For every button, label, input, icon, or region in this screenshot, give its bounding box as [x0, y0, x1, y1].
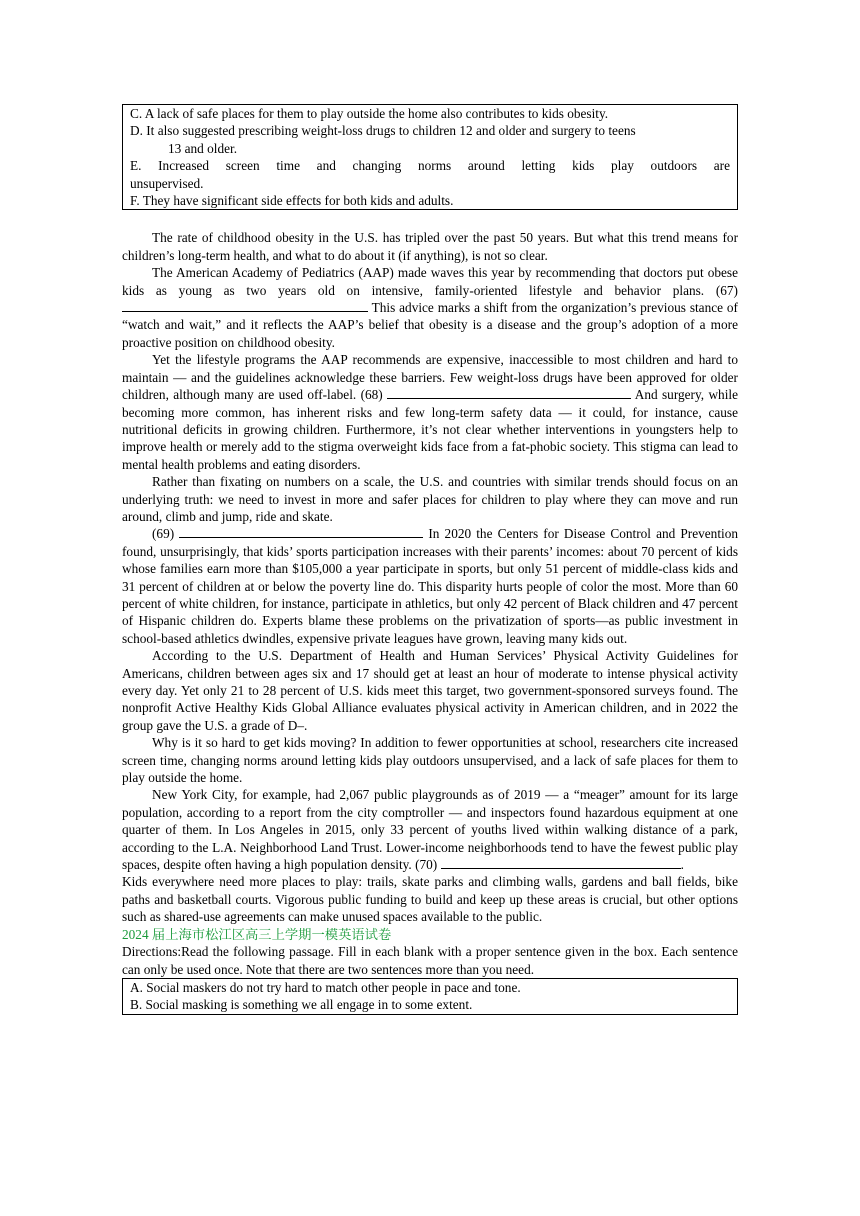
paragraph-7: Why is it so hard to get kids moving? In addition to fewer opportunities at school, researchers cite increased screen time, changing norms around letting kids play outdoors unsupervised, and a lack of safe places for them to play outside the home. [122, 735, 738, 786]
directions: Directions:Read the following passage. Fill in each blank with a proper sentence given in the box. Each sentence can only be used once. Note that there are two sentences more than you need. [122, 944, 738, 977]
options-box [122, 104, 738, 210]
paragraph-2 [122, 264, 738, 351]
paragraph-8 [122, 786, 738, 873]
paragraph-5-end: In 2020 the Centers for Disease Control and Prevention found, unsurprisingly, that kids’ sports participation increases with their parents’ incomes: about 70 percent of kids whose families earn more than $105,000 a year participate in sports, but only 51 percent of middle-class kids and 31 percent of children at or below the poverty line do. This disparity hurts people of color the most. More than 60 percent of white children, for instance, participate in athletics, but only 42 percent of Black children and 47 percent of Hispanic children do. Experts blame these problems on the privatization of sports—as public investment in school-based athletics dwindles, expensive private leagues have grown, leaving many kids out. [122, 526, 738, 646]
blank-69[interactable] [179, 525, 423, 538]
option-e-line1: E. Increased screen time and changing norms around letting kids play outdoors are [130, 158, 730, 174]
paragraph-2-start: The American Academy of Pediatrics (AAP) made waves this year by recommending that doctors put obese kids as young as two years old on intensive, family-oriented lifestyle and behavior plans. (67) [122, 265, 738, 298]
paragraph-3-start: Yet the lifestyle programs the AAP recommends are expensive, inaccessible to most children and hard to maintain — and the guidelines acknowledge these barriers. Few weight-loss drugs have been approved for older children, although many are used off-label. (68) [122, 352, 738, 403]
next-section-heading: 2024 届上海市松江区高三上学期一模英语试卷 [122, 926, 392, 942]
blank-68[interactable] [387, 386, 631, 399]
option-c: C. A lack of safe places for them to play outside the home also contributes to kids obesity. [130, 106, 609, 121]
document-page [122, 104, 738, 1015]
next-options-box [122, 978, 738, 1015]
paragraph-3-end: And surgery, while becoming more common, has inherent risks and few long-term safety data — it could, for instance, cause nutritional deficits in growing children. Furthermore, it’s not clear whether interventions in youngsters help to improve health or merely add to the stigma overweight kids face from a fat-phobic society. This stigma can lead to mental health problems and eating disorders. [122, 387, 738, 472]
paragraph-3 [122, 351, 738, 473]
option-d-line1: D. It also suggested prescribing weight-loss drugs to children 12 and older and surgery to teens [130, 123, 636, 139]
option-e-line2: unsupervised. [130, 175, 204, 191]
paragraph-4: Rather than fixating on numbers on a scale, the U.S. and countries with similar trends should focus on an underlying truth: we need to invest in more and safer places for children to play where they can move and run around, climb and jump, ride and skate. [122, 474, 738, 524]
paragraph-6: According to the U.S. Department of Health and Human Services’ Physical Activity Guidelines for Americans, children between ages six and 17 should get at least an hour of moderate to intense physical activity every day. Yet only 21 to 28 percent of U.S. kids meet this target, two government-sponsored surveys found. The nonprofit Active Healthy Kids Global Alliance evaluates physical activity in American children, and in 2022 the group gave the U.S. a grade of D–. [122, 648, 738, 733]
paragraph-8-end: . [680, 857, 684, 873]
paragraph-1: The rate of childhood obesity in the U.S. has tripled over the past 50 years. But what this trend means for children’s long-term health, and what to do about it (if anything), is not so clear. [122, 230, 738, 263]
option-d-line2: 13 and older. [168, 140, 238, 156]
next-option-a: A. Social maskers do not try hard to match other people in pace and tone. [130, 979, 521, 995]
paragraph-9: Kids everywhere need more places to play: trails, skate parks and climbing walls, gardens and ball fields, bike paths and basketball courts. Vigorous public funding to build and keep up these areas is crucial, but other options such as shared-use agreements can make unused spaces available to the public. [122, 874, 738, 925]
next-option-b: B. Social masking is something we all engage in to some extent. [130, 997, 473, 1013]
blank-70[interactable] [441, 856, 681, 869]
option-f: F. They have significant side effects for both kids and adults. [130, 193, 454, 209]
paragraph-8-start: New York City, for example, had 2,067 public playgrounds as of 2019 — a “meager” amount for its large population, according to a report from the city comptroller — and inspectors found hazardous equipment at one quarter of them. In Los Angeles in 2015, only 33 percent of youths lived within walking distance of a park, according to the L.A. Neighborhood Land Trust. Lower-income neighborhoods tend to have the fewest public play spaces, despite often having a high population density. (70) [122, 787, 738, 873]
blank-67[interactable] [122, 299, 368, 312]
paragraph-2-end: This advice marks a shift from the organization’s previous stance of “watch and wait,” and it reflects the AAP’s belief that obesity is a disease and the group’s adoption of a more proactive position on childhood obesity. [122, 300, 738, 350]
paragraph-5-start: (69) [152, 526, 180, 542]
paragraph-5 [122, 525, 738, 647]
